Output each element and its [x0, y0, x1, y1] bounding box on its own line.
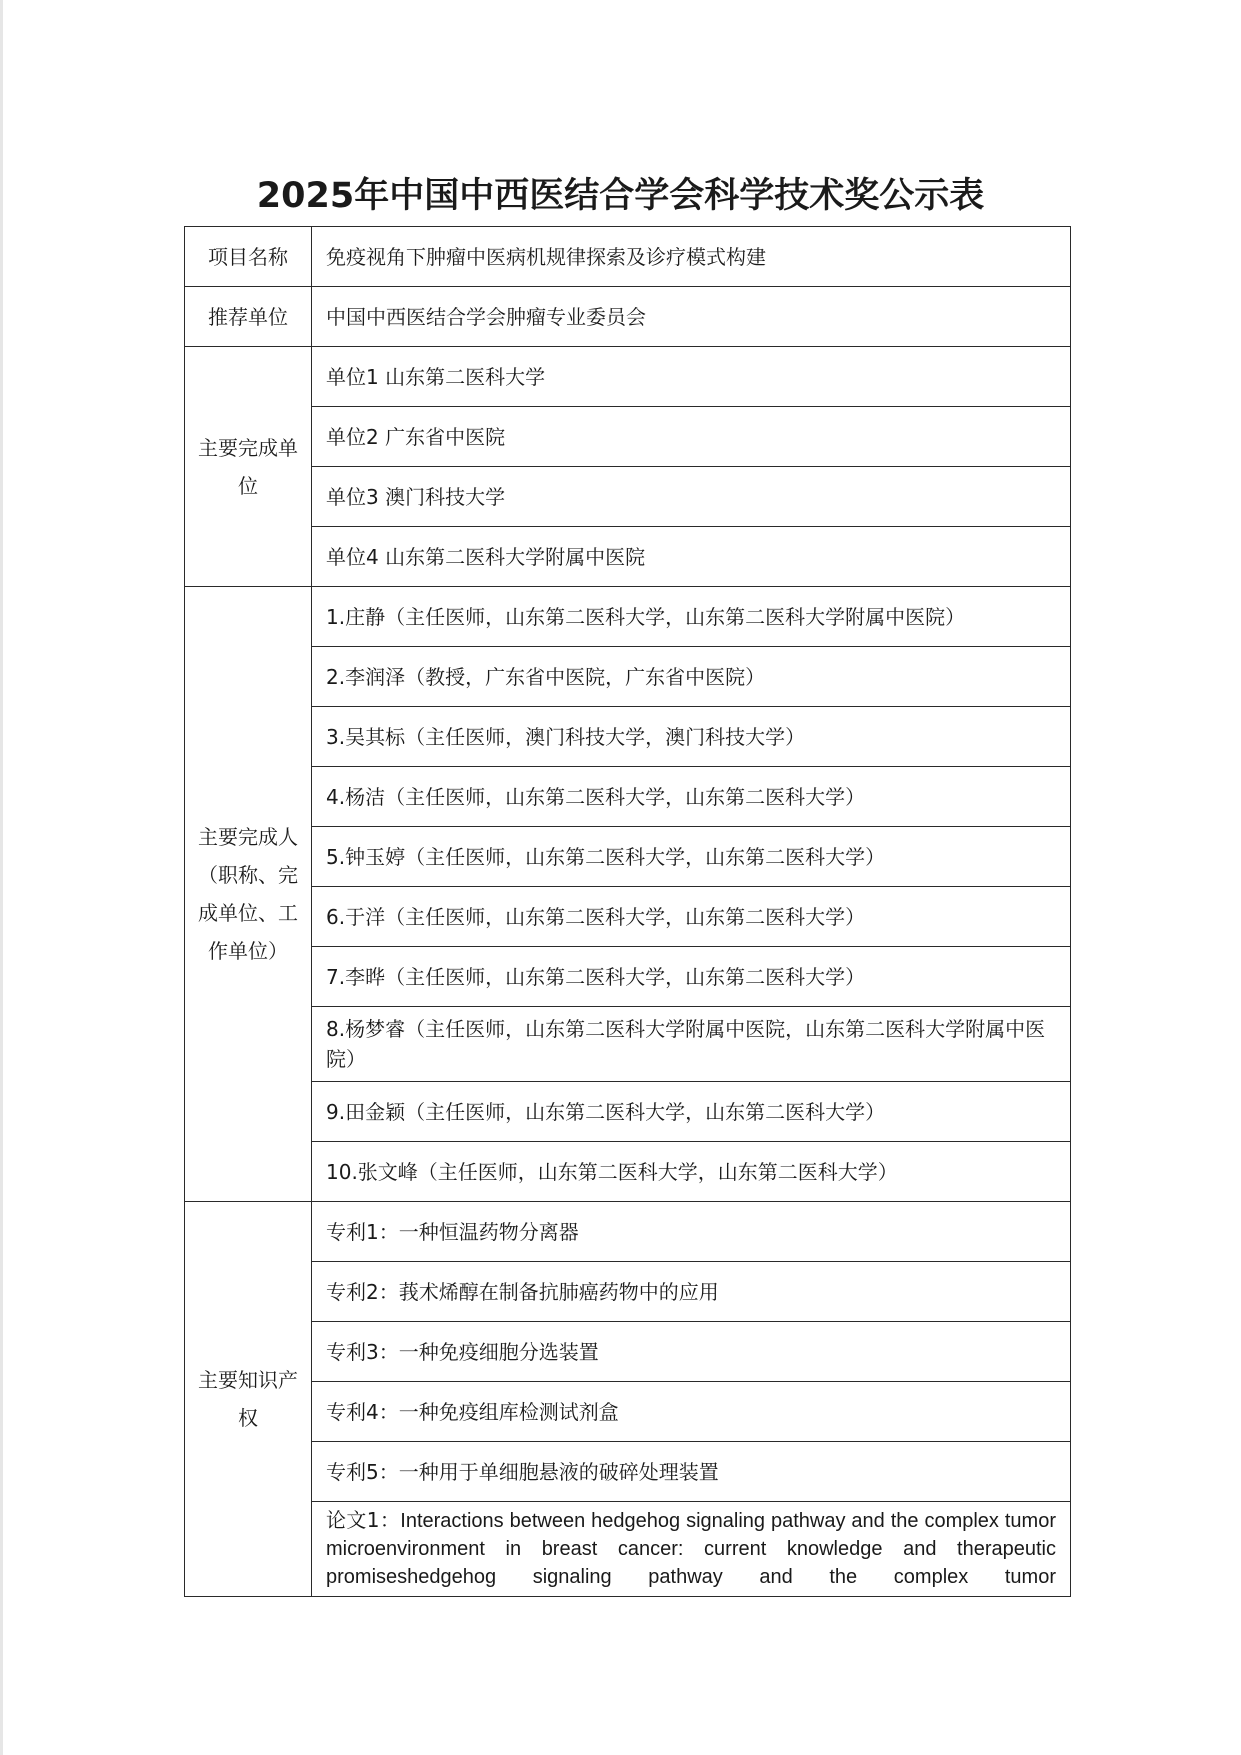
patent-item: 专利2：莪术烯醇在制备抗肺癌药物中的应用	[312, 1262, 1071, 1322]
ip-row	[185, 1442, 1071, 1502]
paper-cell	[312, 1502, 1071, 1597]
person-row	[185, 1082, 1071, 1142]
ip-label: 主要知识产权	[185, 1202, 312, 1597]
person-item: 3.吴其标（主任医师，澳门科技大学，澳门科技大学）	[312, 707, 1071, 767]
unit-row	[185, 347, 1071, 407]
persons-label: 主要完成人（职称、完成单位、工作单位）	[185, 587, 312, 1202]
unit-row	[185, 467, 1071, 527]
person-item: 6.于洋（主任医师，山东第二医科大学，山东第二医科大学）	[312, 887, 1071, 947]
unit-item: 单位3 澳门科技大学	[312, 467, 1071, 527]
project-label: 项目名称	[185, 227, 312, 287]
person-item: 8.杨梦睿（主任医师，山东第二医科大学附属中医院，山东第二医科大学附属中医院）	[312, 1007, 1071, 1082]
unit-item: 单位1 山东第二医科大学	[312, 347, 1071, 407]
unit-item: 单位4 山东第二医科大学附属中医院	[312, 527, 1071, 587]
unit-row	[185, 407, 1071, 467]
unit-item: 单位2 广东省中医院	[312, 407, 1071, 467]
page-title: 2025年中国中西医结合学会科学技术奖公示表	[256, 176, 985, 216]
person-row	[185, 947, 1071, 1007]
recommender-value: 中国中西医结合学会肿瘤专业委员会	[312, 287, 1071, 347]
person-row	[185, 587, 1071, 647]
person-item: 1.庄静（主任医师，山东第二医科大学，山东第二医科大学附属中医院）	[312, 587, 1071, 647]
person-row	[185, 767, 1071, 827]
unit-row	[185, 527, 1071, 587]
project-value: 免疫视角下肿瘤中医病机规律探索及诊疗模式构建	[312, 227, 1071, 287]
units-label: 主要完成单位	[185, 347, 312, 587]
ip-row	[185, 1382, 1071, 1442]
person-item: 10.张文峰（主任医师，山东第二医科大学，山东第二医科大学）	[312, 1142, 1071, 1202]
recommender-label: 推荐单位	[185, 287, 312, 347]
ip-row	[185, 1502, 1071, 1597]
person-item: 9.田金颖（主任医师，山东第二医科大学，山东第二医科大学）	[312, 1082, 1071, 1142]
paper-prefix: 论文1：	[326, 1508, 401, 1532]
paper-text: Interactions between hedgehog signaling pathway and the complex tumor microenvironment in breast cancer: current knowledge and therapeutic promiseshedgehog signaling pathway and the complex tumor	[326, 1510, 1056, 1588]
patent-item: 专利1：一种恒温药物分离器	[312, 1202, 1071, 1262]
patent-item: 专利4：一种免疫组库检测试剂盒	[312, 1382, 1071, 1442]
person-row	[185, 647, 1071, 707]
ip-row	[185, 1202, 1071, 1262]
person-item: 7.李晔（主任医师，山东第二医科大学，山东第二医科大学）	[312, 947, 1071, 1007]
scan-edge	[0, 0, 3, 1755]
ip-row	[185, 1262, 1071, 1322]
person-item: 2.李润泽（教授，广东省中医院，广东省中医院）	[312, 647, 1071, 707]
project-row	[185, 227, 1071, 287]
person-item: 4.杨洁（主任医师，山东第二医科大学，山东第二医科大学）	[312, 767, 1071, 827]
ip-row	[185, 1322, 1071, 1382]
recommender-row	[185, 287, 1071, 347]
award-table	[184, 226, 1071, 1597]
person-row	[185, 1007, 1071, 1082]
person-row	[185, 827, 1071, 887]
person-row	[185, 1142, 1071, 1202]
patent-item: 专利5：一种用于单细胞悬液的破碎处理装置	[312, 1442, 1071, 1502]
person-row	[185, 707, 1071, 767]
person-item: 5.钟玉婷（主任医师，山东第二医科大学，山东第二医科大学）	[312, 827, 1071, 887]
patent-item: 专利3：一种免疫细胞分选装置	[312, 1322, 1071, 1382]
paper-text-box	[326, 1506, 1056, 1592]
person-row	[185, 887, 1071, 947]
